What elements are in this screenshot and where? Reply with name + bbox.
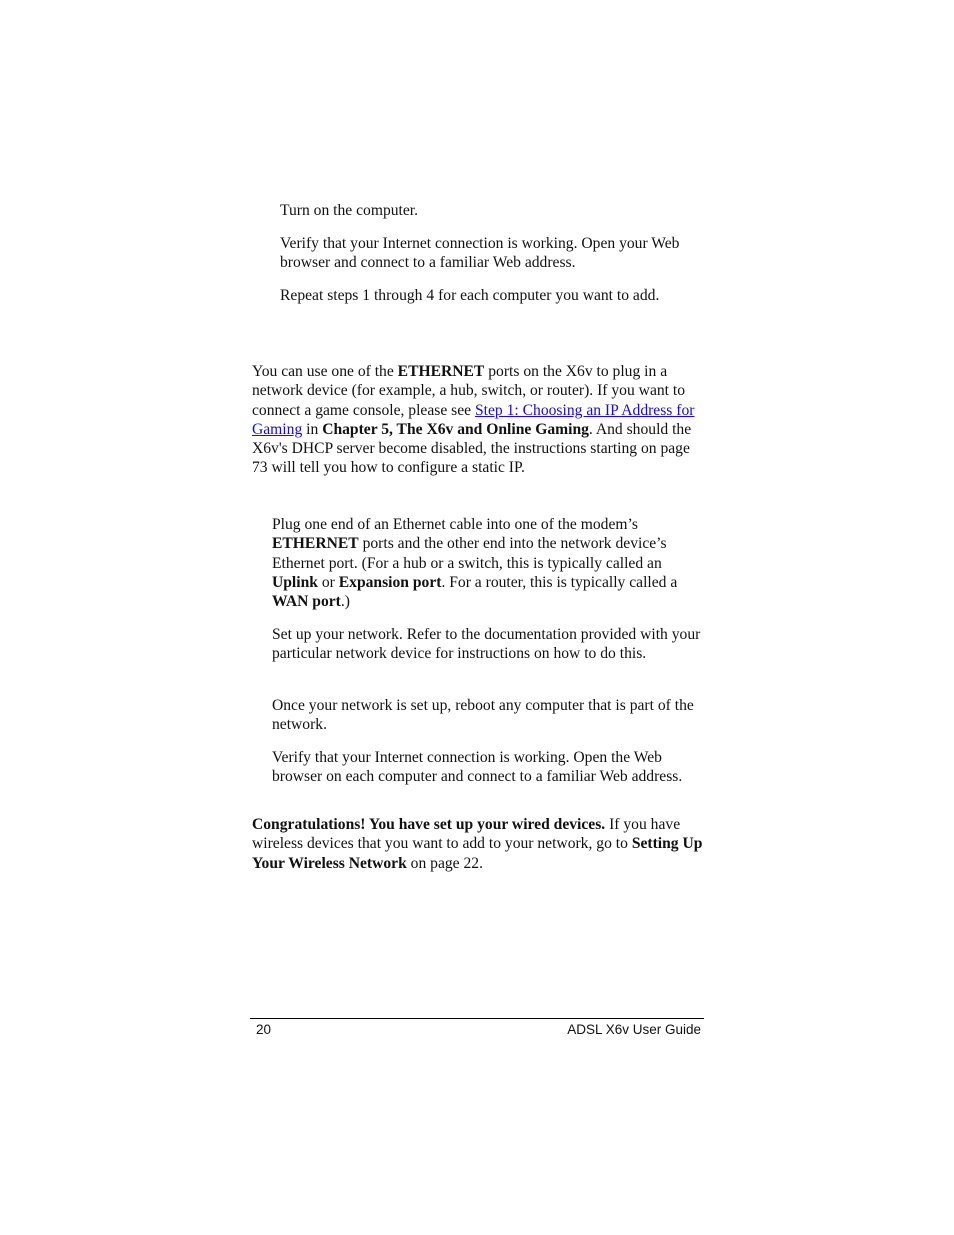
conclusion-paragraph — [252, 815, 704, 873]
step-set-up-network: Set up your network. Refer to the documentation provided with your particular network device for instructions on how to do this. — [272, 626, 701, 663]
plug-expansion-bold: Expansion port — [338, 573, 442, 591]
step-verify-connection: Verify that your Internet connection is working. Open your Web browser and connect to a familiar Web address. — [280, 235, 680, 272]
page-number: 20 — [256, 1022, 272, 1037]
plug-ethernet-bold: ETHERNET — [272, 535, 359, 553]
congratulations-bold: Congratulations! You have set up your wired devices. — [252, 816, 606, 833]
intro-text-2: ports on the X6v to plug in a network device (for example, a hub, switch, or router). If you want to connect a game console, please see — [252, 363, 686, 419]
wireless-section-bold: Setting Up Your Wireless Network — [252, 835, 703, 872]
intro-ethernet-bold: ETHERNET — [397, 363, 485, 380]
intro-text-1: You can use one of the — [252, 363, 398, 380]
plug-text-2: ports and the other end into the network device’s Ethernet port. (For a hub or a switch, this is typically called an — [272, 535, 667, 572]
step-plug-ethernet — [272, 515, 704, 611]
footer-rule — [250, 1018, 704, 1019]
intro-text-4: . And should the X6v's DHCP server become disabled, the instructions starting on page 73 will tell you how to configure a static IP. — [252, 420, 692, 477]
conclusion-text-1: If you have wireless devices that you want to add to your network, go to — [252, 816, 681, 853]
intro-paragraph — [252, 362, 704, 478]
plug-text-5: .) — [340, 593, 350, 611]
step-turn-on-computer: Turn on the computer. — [280, 202, 419, 219]
step-reboot: Once your network is set up, reboot any computer that is part of the network. — [272, 697, 694, 734]
link-choosing-ip-gaming[interactable]: Step 1: Choosing an IP Address for Gaming — [252, 401, 695, 438]
intro-chapter-bold: Chapter 5, The X6v and Online Gaming — [322, 420, 589, 438]
intro-text-3: in — [302, 420, 323, 438]
plug-uplink-bold: Uplink — [272, 573, 318, 591]
step-repeat: Repeat steps 1 through 4 for each computer you want to add. — [280, 287, 660, 304]
plug-text-3: or — [317, 573, 339, 591]
guide-title: ADSL X6v User Guide — [567, 1022, 701, 1037]
plug-text-1: Plug one end of an Ethernet cable into one of the modem’s — [272, 516, 638, 533]
plug-text-4: . For a router, this is typically called a — [441, 573, 678, 591]
conclusion-text-2: on page 22. — [406, 854, 483, 872]
step-verify-web: Verify that your Internet connection is working. Open the Web browser on each computer and connect to a familiar Web address. — [272, 749, 683, 786]
plug-wan-bold: WAN port — [272, 593, 341, 611]
